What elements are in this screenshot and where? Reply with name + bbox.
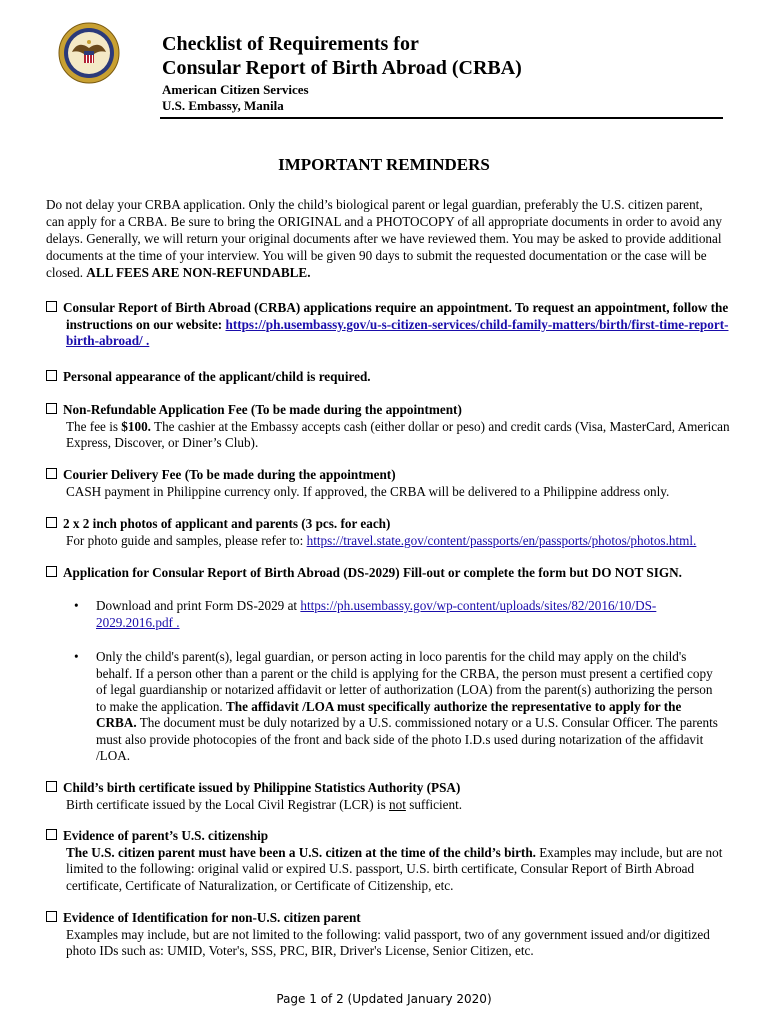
checklist-item-birth-certificate (46, 780, 736, 813)
checkbox-icon[interactable] (46, 403, 57, 414)
checkbox-icon[interactable] (46, 301, 57, 312)
checklist-item-photos (46, 516, 736, 549)
subtitle-line-1: American Citizen Services (162, 82, 309, 97)
checkbox-icon[interactable] (46, 468, 57, 479)
bullet2-text-bold: The affidavit /LOA must specifically authorize the representative to apply for the CRBA. (96, 698, 682, 730)
birth-cert-body-post: sufficient. (405, 796, 463, 812)
checkbox-icon[interactable] (46, 517, 57, 528)
courier-body: CASH payment in Philippine currency only. If approved, the CRBA will be delivered to a Philippine address only. (66, 483, 670, 499)
bullet-authorized-applicant (74, 649, 724, 765)
photos-title: 2 x 2 inch photos of applicant and parents (3 pcs. for each) (63, 516, 391, 531)
appointment-title: Consular Report of Birth Abroad (CRBA) applications require an appointment. To request an appointment, follow the instructions on our website: (63, 300, 729, 332)
form-download-link[interactable]: https://ph.usembassy.gov/wp-content/uploads/sites/82/2016/10/DS-2029.2016.pdf . (96, 598, 657, 630)
checkbox-icon[interactable] (46, 911, 57, 922)
citizenship-body-bold: The U.S. citizen parent must have been a U.S. citizen at the time of the child’s birth. (66, 844, 536, 860)
bullet2-text-post: The document must be duly notarized by a U.S. commissioned notary or a U.S. Consular Officer. The parents must also provide photocopies of the front and back side of the photo I.D.s used during notarization of the affidavit /LOA. (96, 715, 718, 763)
checkbox-icon[interactable] (46, 829, 57, 840)
page-footer: Page 1 of 2 (Updated January 2020) (276, 992, 492, 1006)
fee-title: Non-Refundable Application Fee (To be made during the appointment) (63, 402, 462, 417)
birth-cert-body-pre: Birth certificate issued by the Local Civil Registrar (LCR) is (66, 796, 390, 812)
identification-title: Evidence of Identification for non-U.S. citizen parent (63, 910, 361, 925)
checkbox-icon[interactable] (46, 370, 57, 381)
photos-link[interactable]: https://travel.state.gov/content/passports/en/passports/photos/photos.html. (306, 532, 697, 548)
bullet-icon: • (74, 649, 79, 664)
fee-amount: $100. (121, 418, 151, 434)
checklist-item-appearance (46, 369, 736, 386)
photos-body: For photo guide and samples, please refer to: (66, 532, 307, 548)
document-title (162, 32, 522, 80)
header-divider (160, 117, 723, 119)
intro-bold: ALL FEES ARE NON-REFUNDABLE. (86, 265, 311, 280)
bullet-download-form (74, 598, 724, 631)
form-title: Application for Consular Report of Birth Abroad (DS-2029) Fill-out or complete the form but DO NOT SIGN. (63, 565, 682, 580)
appointment-link[interactable]: https://ph.usembassy.gov/u-s-citizen-services/child-family-matters/birth/first-time-report-birth-abroad/ . (66, 316, 729, 348)
fee-body (46, 419, 736, 452)
checklist-item-appointment (46, 300, 736, 350)
appearance-title: Personal appearance of the applicant/child is required. (63, 369, 371, 384)
checklist-item-fee (46, 402, 736, 452)
checklist-item-citizenship (46, 828, 736, 894)
section-heading: IMPORTANT REMINDERS (278, 155, 490, 174)
bullet2-text-pre: Only the child's parent(s), legal guardian, or person acting in loco parentis for the child may apply on the child's behalf. If a person other than a parent or the child is applying for the CRBA, the person must present a certified copy of legal guardianship or notarized affidavit or letter of authorization (LOA) from the parent(s) authorizing the person to make the application. (96, 649, 713, 714)
title-line-2: Consular Report of Birth Abroad (CRBA) (162, 57, 522, 79)
birth-cert-body-underline: not (389, 796, 406, 812)
title-line-1: Checklist of Requirements for (162, 33, 419, 55)
citizenship-body: Examples may include, but are not limited to the following: original valid or expired U.S. passport, U.S. birth certificate, Consular Report of Birth Abroad certificate, Certificate of Naturalization, or Certificate of Citizenship, etc. (66, 844, 723, 893)
courier-title: Courier Delivery Fee (To be made during the appointment) (63, 467, 396, 482)
intro-paragraph (46, 196, 724, 281)
checkbox-icon[interactable] (46, 566, 57, 577)
bullet1-text: Download and print Form DS-2029 at (96, 598, 301, 613)
checkbox-icon[interactable] (46, 781, 57, 792)
intro-text: Do not delay your CRBA application. Only the child’s biological parent or legal guardian, preferably the U.S. citizen parent, can apply for a CRBA. Be sure to bring the ORIGINAL and a PHOTOCOPY of all appropriate documents in order to avoid any delays. Generally, we will return your original documents after we have reviewed them. You may be asked to provide additional documents at the time of your interview. You will be given 90 days to submit the requested documentation or the case will be closed. (46, 197, 722, 280)
document-subtitle (162, 82, 309, 114)
identification-body: Examples may include, but are not limited to the following: valid passport, two of any government issued and/or digitized photo IDs such as: UMID, Voter's, SSS, PRC, BIR, Driver's License, Senior Citizen, etc. (66, 926, 710, 958)
checklist-item-form (46, 565, 736, 582)
birth-cert-title: Child’s birth certificate issued by Philippine Statistics Authority (PSA) (63, 780, 461, 795)
subtitle-line-2: U.S. Embassy, Manila (162, 98, 284, 113)
embassy-seal-logo (58, 22, 120, 84)
bullet-icon: • (74, 598, 79, 613)
checklist-item-identification (46, 910, 736, 960)
citizenship-title: Evidence of parent’s U.S. citizenship (63, 828, 269, 843)
fee-body-pre: The fee is (66, 418, 122, 434)
checklist-item-courier (46, 467, 736, 500)
fee-body-post: The cashier at the Embassy accepts cash (either dollar or peso) and credit cards (Visa, MasterCard, American Express, Discover, or Diner’s Club). (66, 418, 730, 450)
